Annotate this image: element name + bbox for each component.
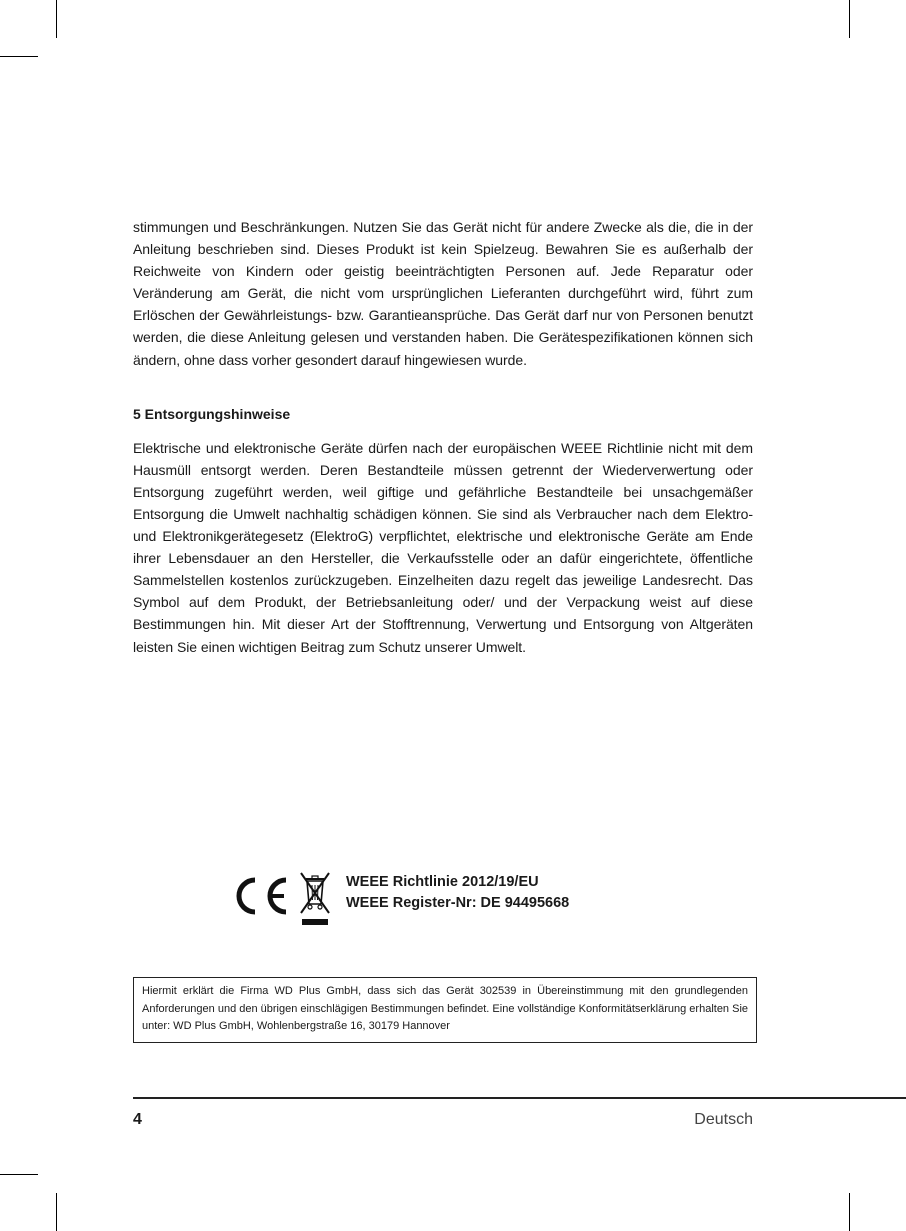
ce-mark-icon	[228, 874, 292, 918]
crop-mark-bottom-left-vertical	[56, 1193, 57, 1231]
weee-directive: WEEE Richtlinie 2012/19/EU	[346, 874, 539, 890]
page-number: 4	[133, 1111, 142, 1128]
crossed-out-wheelie-bin-icon	[298, 870, 332, 926]
declaration-of-conformity-box: Hiermit erklärt die Firma WD Plus GmbH, dass sich das Gerät 302539 in Übereinstimmung mit den grundlegenden Anforderungen und den übrigen einschlägigen Bestimmungen befindet. Eine vollständige Konformitätserklärung erhalten Sie unter: WD Plus GmbH, Wohlenbergstraße 16, 30179 Hannover	[133, 977, 757, 1043]
weee-info	[346, 872, 666, 914]
crop-mark-top-right-vertical	[849, 0, 850, 38]
footer-language: Deutsch	[694, 1111, 753, 1128]
disposal-paragraph: Elektrische und elektronische Geräte dürfen nach der europäischen WEEE Richtlinie nicht mit dem Hausmüll entsorgt werden. Deren Bestandteile müssen getrennt der Wiederverwertung oder Entsorgung zugeführt werden, weil giftige und gefährliche Bestandteile bei unsachgemäßer Entsorgung die Umwelt nachhaltig schädigen können. Sie sind als Verbraucher nach dem Elektro- und Elektronikgerätegesetz (ElektroG) verpflichtet, elektrische und elektronische Geräte am Ende ihrer Lebensdauer an den Hersteller, die Verkaufsstelle oder an dafür eingerichtete, öffentliche Sammelstellen kostenlos zurückzugeben. Einzelheiten dazu regelt das jeweilige Landesrecht. Das Symbol auf dem Produkt, der Betriebsanleitung oder/ und der Verpackung weist auf diese Bestimmungen hin. Mit dieser Art der Stofftrennung, Verwertung und Entsorgung von Altgeräten leisten Sie einen wichtigen Beitrag zum Schutz unserer Umwelt.	[133, 439, 753, 655]
crop-mark-top-left-horizontal	[0, 56, 38, 57]
continued-paragraph: stimmungen und Beschränkungen. Nutzen Sie das Gerät nicht für andere Zwecke als die, die in der Anleitung beschrieben sind. Dieses Produkt ist kein Spielzeug. Bewahren Sie es außerhalb der Reichweite von Kindern oder geistig beeinträchtigten Personen auf. Jede Reparatur oder Veränderung am Gerät, die nicht vom ursprünglichen Lieferanten durchgeführt wird, führt zum Erlöschen der Gewährleistungs- bzw. Garantieansprüche. Das Gerät darf nur von Personen benutzt werden, die diese Anleitung gelesen und verstanden haben. Die Gerätespezifikationen können sich ändern, ohne dass vorher gesondert darauf hingewiesen wurde.	[133, 219, 753, 368]
crop-mark-bottom-right-vertical	[849, 1193, 850, 1231]
crop-mark-bottom-left-horizontal	[0, 1174, 38, 1175]
crop-mark-top-left-vertical	[56, 0, 57, 38]
weee-register-number: WEEE Register-Nr: DE 94495668	[346, 895, 570, 911]
section-heading: 5 Entsorgungshinweise	[133, 405, 291, 422]
main-content	[133, 216, 753, 658]
footer-divider	[133, 1097, 906, 1099]
